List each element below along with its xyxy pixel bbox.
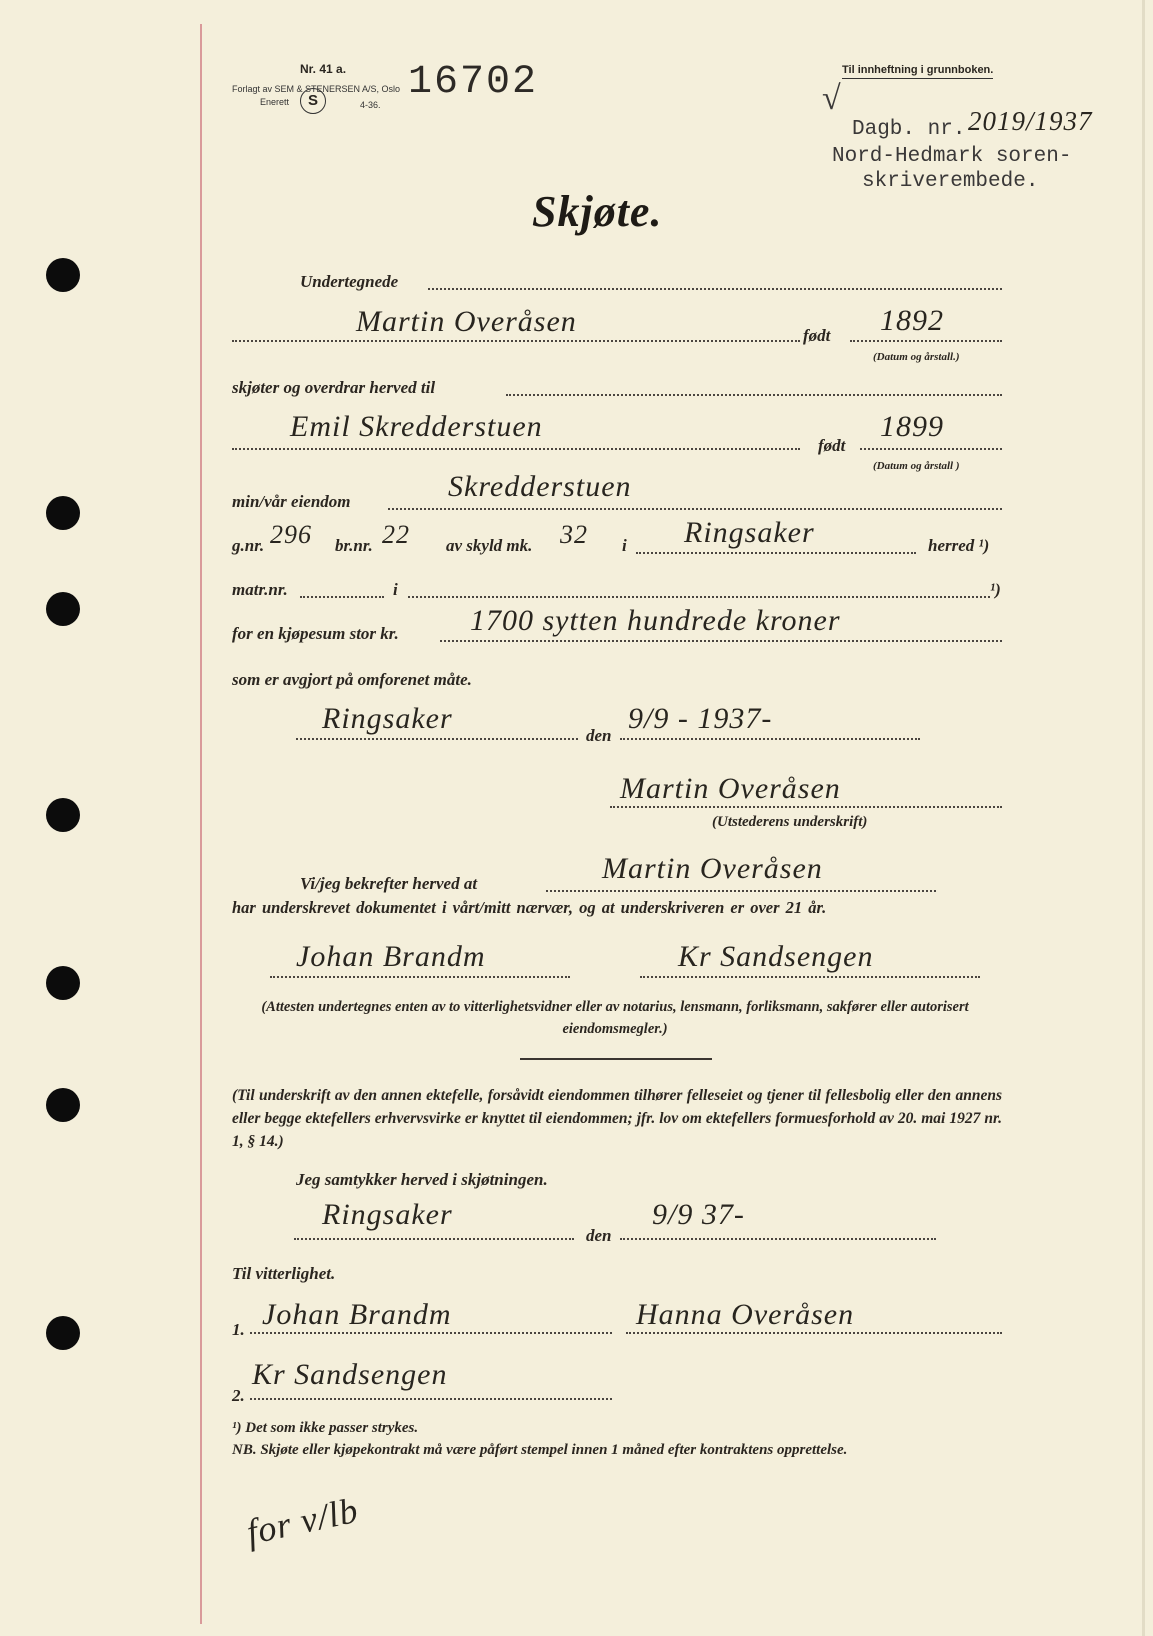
dotted-line	[408, 596, 990, 598]
seller-born: 1892	[880, 304, 944, 337]
confirm-name: Martin Overåsen	[602, 852, 823, 885]
form-number: Nr. 41 a.	[300, 62, 347, 76]
consent-witness-1: Johan Brandm	[262, 1298, 452, 1331]
dotted-line	[860, 448, 1002, 450]
date-year-caption: (Datum og årstall.)	[873, 351, 960, 363]
signing-date: 9/9 - 1937-	[628, 702, 773, 735]
publisher-rights: Enerett	[260, 97, 290, 107]
dotted-line	[388, 508, 1002, 510]
journal-stamp-label: Dagb. nr.	[852, 118, 966, 141]
confirm-label: Vi/jeg bekrefter herved at	[300, 874, 478, 893]
consent-date: 9/9 37-	[652, 1198, 745, 1231]
property-label: min/vår eiendom	[232, 492, 351, 511]
binding-note: Til innheftning i grunnboken.	[842, 64, 993, 79]
signing-place: Ringsaker	[322, 702, 453, 735]
seller-signature: Martin Overåsen	[620, 772, 841, 805]
bnr-value: 22	[382, 520, 410, 549]
footnote-nb: NB. Skjøte eller kjøpekontrakt må være påført stempel innen 1 måned efter kontraktens opprettelse.	[232, 1442, 848, 1458]
witness-1-signature: Johan Brandm	[296, 940, 486, 973]
dotted-line	[636, 552, 916, 554]
born-label: født	[818, 436, 846, 455]
witness-number-2: 2.	[232, 1386, 245, 1405]
consent-witness-2: Kr Sandsengen	[252, 1358, 448, 1391]
matr-i-label: i	[393, 580, 398, 599]
spouse-instruction: (Til underskrift av den annen ektefelle, forsåvidt eiendommen tilhører felleseiet og tjener til fellesbolig eller den annens eller begge ektefellers erhvervsvirke er knyttet til eiendommen; jfr. lov om ektefellers formuesforhold av 20. mai 1927 nr. 1, § 14.)	[232, 1087, 1002, 1150]
skyld-label: av skyld mk.	[446, 536, 533, 555]
dotted-line	[850, 340, 1002, 342]
dotted-line	[250, 1398, 612, 1400]
undertegnede-label: Undertegnede	[300, 272, 399, 291]
punch-hole	[46, 1316, 80, 1350]
matr-label: matr.nr.	[232, 580, 288, 599]
buyer-born: 1899	[880, 410, 944, 443]
confirm-statement: har underskrevet dokumentet i vårt/mitt nærvær, og at underskriveren er over 21 år.	[232, 898, 827, 917]
purchase-price: 1700 sytten hundrede kroner	[470, 604, 841, 637]
punch-hole	[46, 496, 80, 530]
journal-number: 2019/1937	[968, 106, 1093, 136]
skyld-value: 32	[560, 520, 588, 549]
punch-hole	[46, 798, 80, 832]
date-year-caption: (Datum og årstall )	[873, 460, 960, 472]
attest-instruction: (Attesten undertegnes enten av to vitterlighetsvidner eller av notarius, lensmann, forliksmann, sakfører eller autorisert eiendomsmegler.)	[261, 999, 969, 1037]
spouse-signature: Hanna Overåsen	[636, 1298, 855, 1331]
transfer-label: skjøter og overdrar herved til	[232, 378, 436, 397]
dotted-line	[300, 596, 384, 598]
price-label: for en kjøpesum stor kr.	[232, 624, 399, 643]
dotted-line	[620, 1238, 936, 1240]
gnr-label: g.nr.	[232, 536, 265, 555]
consent-place: Ringsaker	[322, 1198, 453, 1231]
dotted-line	[626, 1332, 1002, 1334]
seller-name: Martin Overåsen	[356, 305, 577, 338]
seller-signature-caption: (Utstederens underskrift)	[712, 814, 868, 830]
consent-text: Jeg samtykker herved i skjøtningen.	[296, 1170, 548, 1189]
punch-hole	[46, 592, 80, 626]
margin-note: for v/lb	[243, 1489, 362, 1553]
dotted-line	[428, 288, 1002, 290]
dotted-line	[640, 976, 980, 978]
journal-stamp-office: Nord-Hedmark soren-	[832, 145, 1072, 168]
den-label: den	[586, 1226, 612, 1245]
den-label: den	[586, 726, 612, 745]
publisher-date: 4-36.	[360, 100, 381, 110]
dotted-line	[294, 1238, 574, 1240]
vitterlighet-label: Til vitterlighet.	[232, 1264, 336, 1283]
witness-2-signature: Kr Sandsengen	[678, 940, 874, 973]
settled-text: som er avgjort på omforenet måte.	[232, 670, 472, 689]
separator-rule	[520, 1058, 712, 1060]
buyer-name: Emil Skredderstuen	[290, 410, 543, 443]
property-name: Skredderstuen	[448, 470, 632, 503]
i-label: i	[622, 536, 627, 555]
punch-hole	[46, 258, 80, 292]
dotted-line	[440, 640, 1002, 642]
dotted-line	[232, 448, 800, 450]
margin-rule	[200, 24, 202, 1624]
publisher-line: Forlagt av SEM & STENERSEN A/S, Oslo	[232, 84, 401, 94]
punch-hole	[46, 1088, 80, 1122]
witness-number-1: 1.	[232, 1320, 245, 1339]
dotted-line	[546, 890, 936, 892]
document-title: Skjøte.	[532, 187, 663, 236]
check-mark: √	[822, 80, 841, 117]
dotted-line	[270, 976, 570, 978]
document-number: 16702	[408, 60, 539, 105]
punch-hole	[46, 966, 80, 1000]
dotted-line	[620, 738, 920, 740]
bnr-label: br.nr.	[335, 536, 373, 555]
gnr-value: 296	[270, 520, 312, 549]
dotted-line	[506, 394, 1002, 396]
herred-value: Ringsaker	[684, 516, 815, 549]
publisher-logo: S	[300, 88, 326, 114]
dotted-line	[610, 806, 1002, 808]
page-edge	[1142, 0, 1145, 1636]
herred-label: herred ¹)	[928, 536, 990, 555]
matr-footnote: ¹)	[990, 580, 1001, 599]
dotted-line	[232, 340, 800, 342]
born-label: født	[803, 326, 831, 345]
dotted-line	[296, 738, 578, 740]
journal-stamp-office-2: skriverembede.	[862, 170, 1039, 193]
footnote-1: ¹) Det som ikke passer strykes.	[232, 1420, 419, 1436]
dotted-line	[250, 1332, 612, 1334]
